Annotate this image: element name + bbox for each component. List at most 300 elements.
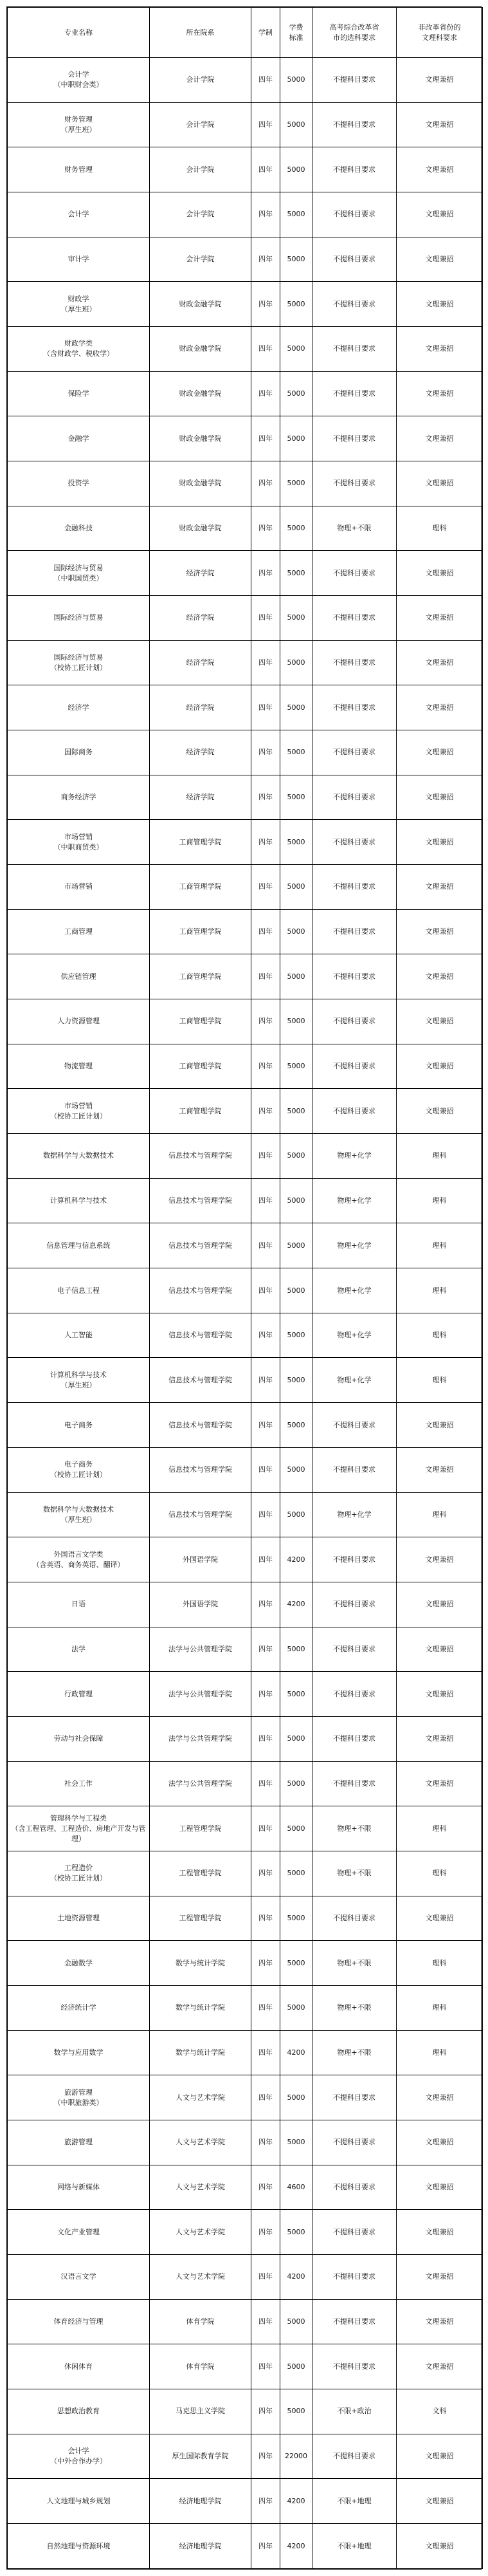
cell-tuition: 5000 [280,1044,312,1089]
table-row [8,2210,483,2255]
cell-nonreform-requirement: 理科 [397,1268,483,1313]
cell-department: 人文与艺术学院 [150,2075,251,2120]
cell-tuition: 4200 [280,1582,312,1627]
cell-nonreform-requirement: 文理兼招 [397,2434,483,2479]
cell-reform-requirement: 物理+化学 [312,1223,397,1268]
cell-department: 人文与艺术学院 [150,2254,251,2299]
cell-nonreform-requirement: 文理兼招 [397,58,483,103]
cell-major-name: 工商管理 [8,909,150,954]
cell-department: 财政金融学院 [150,506,251,551]
cell-major-name: 数学与应用数学 [8,2030,150,2075]
cell-department: 人文与艺术学院 [150,2210,251,2255]
cell-major-name: 人力资源管理 [8,999,150,1044]
cell-reform-requirement: 不提科目要求 [312,1582,397,1627]
cell-tuition: 5000 [280,954,312,999]
table-row [8,2389,483,2434]
cell-reform-requirement: 物理+不限 [312,1806,397,1851]
cell-department: 信息技术与管理学院 [150,1403,251,1448]
cell-major-name: 国际商务 [8,730,150,775]
cell-duration: 四年 [251,909,280,954]
table-row [8,1403,483,1448]
table-row [8,1716,483,1761]
cell-tuition: 5000 [280,2344,312,2389]
cell-reform-requirement: 物理+化学 [312,1492,397,1537]
cell-major-name: 国际经济与贸易 [8,596,150,641]
table-row [8,1492,483,1537]
cell-tuition: 5000 [280,1985,312,2030]
cell-major-name: 会计学 [8,192,150,237]
cell-duration: 四年 [251,2434,280,2479]
cell-major-name: 会计学 （中外合作办学） [8,2434,150,2479]
cell-department: 经济学院 [150,551,251,596]
cell-department: 数学与统计学院 [150,2030,251,2075]
cell-duration: 四年 [251,2254,280,2299]
cell-major-name: 汉语言文学 [8,2254,150,2299]
cell-duration: 四年 [251,2165,280,2210]
table-row [8,2344,483,2389]
cell-major-name: 自然地理与资源环境 [8,2523,150,2568]
cell-reform-requirement: 不提科目要求 [312,2165,397,2210]
cell-major-name: 旅游管理 （中职旅游类） [8,2075,150,2120]
cell-duration: 四年 [251,954,280,999]
cell-reform-requirement: 不提科目要求 [312,327,397,372]
cell-nonreform-requirement: 理科 [397,1134,483,1179]
cell-nonreform-requirement: 文理兼招 [397,865,483,910]
header-major: 专业名称 [8,8,150,58]
cell-nonreform-requirement: 文理兼招 [397,1447,483,1492]
cell-major-name: 人文地理与城乡规划 [8,2479,150,2524]
cell-department: 人文与艺术学院 [150,2165,251,2210]
cell-nonreform-requirement: 文理兼招 [397,237,483,282]
cell-major-name: 金融科技 [8,506,150,551]
cell-nonreform-requirement: 文理兼招 [397,551,483,596]
table-row [8,999,483,1044]
cell-major-name: 体育经济与管理 [8,2299,150,2344]
cell-duration: 四年 [251,1268,280,1313]
cell-duration: 四年 [251,147,280,192]
cell-reform-requirement: 不限+政治 [312,2389,397,2434]
table-row [8,820,483,865]
table-row [8,1044,483,1089]
cell-nonreform-requirement: 文理兼招 [397,2165,483,2210]
table-row [8,730,483,775]
cell-department: 马克思主义学院 [150,2389,251,2434]
cell-department: 外国语学院 [150,1582,251,1627]
table-row [8,1313,483,1358]
cell-reform-requirement: 物理+不限 [312,1851,397,1896]
cell-tuition: 5000 [280,237,312,282]
table-row [8,596,483,641]
cell-nonreform-requirement: 理科 [397,1806,483,1851]
cell-department: 会计学院 [150,102,251,147]
cell-nonreform-requirement: 文理兼招 [397,596,483,641]
cell-department: 财政金融学院 [150,416,251,461]
cell-major-name: 电子商务 [8,1403,150,1448]
cell-major-name: 财政学类 （含财政学、税收学） [8,327,150,372]
cell-nonreform-requirement: 理科 [397,2030,483,2075]
cell-major-name: 物流管理 [8,1044,150,1089]
cell-nonreform-requirement: 文科 [397,2389,483,2434]
cell-tuition: 5000 [280,999,312,1044]
cell-reform-requirement: 不提科目要求 [312,865,397,910]
cell-duration: 四年 [251,327,280,372]
cell-department: 外国语学院 [150,1537,251,1582]
table-row [8,1268,483,1313]
cell-duration: 四年 [251,192,280,237]
table-row [8,685,483,730]
table-row [8,909,483,954]
cell-department: 工商管理学院 [150,1089,251,1134]
cell-reform-requirement: 不提科目要求 [312,1537,397,1582]
cell-duration: 四年 [251,640,280,685]
table-row [8,282,483,327]
cell-department: 工商管理学院 [150,820,251,865]
cell-tuition: 5000 [280,1627,312,1672]
cell-department: 工商管理学院 [150,1044,251,1089]
cell-reform-requirement: 不提科目要求 [312,999,397,1044]
cell-duration: 四年 [251,1134,280,1179]
cell-duration: 四年 [251,416,280,461]
cell-nonreform-requirement: 文理兼招 [397,461,483,506]
cell-reform-requirement: 不提科目要求 [312,909,397,954]
cell-tuition: 4200 [280,2030,312,2075]
cell-major-name: 计算机科学与技术 （厚生班） [8,1358,150,1403]
cell-nonreform-requirement: 文理兼招 [397,2344,483,2389]
cell-major-name: 工程造价 （校协工匠计划） [8,1851,150,1896]
cell-department: 工程管理学院 [150,1896,251,1941]
cell-department: 会计学院 [150,192,251,237]
cell-duration: 四年 [251,237,280,282]
cell-duration: 四年 [251,1627,280,1672]
cell-reform-requirement: 物理+化学 [312,1178,397,1223]
cell-major-name: 经济统计学 [8,1985,150,2030]
table-row [8,2075,483,2120]
table-row [8,551,483,596]
cell-major-name: 外国语言文学类 （含英语、商务英语、翻译） [8,1537,150,1582]
cell-department: 工商管理学院 [150,865,251,910]
cell-tuition: 5000 [280,1268,312,1313]
cell-duration: 四年 [251,1672,280,1717]
cell-department: 会计学院 [150,237,251,282]
cell-department: 法学与公共管理学院 [150,1761,251,1806]
cell-reform-requirement: 物理+化学 [312,1134,397,1179]
cell-reform-requirement: 物理+不限 [312,506,397,551]
cell-department: 信息技术与管理学院 [150,1178,251,1223]
cell-duration: 四年 [251,371,280,416]
cell-reform-requirement: 不提科目要求 [312,2344,397,2389]
cell-duration: 四年 [251,1358,280,1403]
cell-tuition: 5000 [280,730,312,775]
cell-tuition: 4200 [280,2479,312,2524]
cell-tuition: 5000 [280,596,312,641]
cell-reform-requirement: 不提科目要求 [312,775,397,820]
cell-duration: 四年 [251,1761,280,1806]
cell-duration: 四年 [251,1044,280,1089]
cell-duration: 四年 [251,1223,280,1268]
table-row [8,775,483,820]
cell-tuition: 4200 [280,2523,312,2568]
cell-major-name: 劳动与社会保障 [8,1716,150,1761]
cell-department: 工商管理学院 [150,909,251,954]
cell-reform-requirement: 不提科目要求 [312,954,397,999]
cell-major-name: 财务管理 （厚生班） [8,102,150,147]
table-row [8,327,483,372]
cell-duration: 四年 [251,551,280,596]
cell-reform-requirement: 物理+不限 [312,1941,397,1986]
table-row [8,2254,483,2299]
table-row [8,192,483,237]
cell-major-name: 管理科学与工程类 （含工程管理、工程造价、房地产开发与管理） [8,1806,150,1851]
cell-duration: 四年 [251,1089,280,1134]
cell-reform-requirement: 不提科目要求 [312,2254,397,2299]
cell-nonreform-requirement: 文理兼招 [397,1672,483,1717]
table-row [8,461,483,506]
table-body [8,58,483,2569]
cell-major-name: 审计学 [8,237,150,282]
cell-tuition: 4200 [280,1537,312,1582]
cell-duration: 四年 [251,1313,280,1358]
cell-duration: 四年 [251,1806,280,1851]
cell-nonreform-requirement: 文理兼招 [397,1089,483,1134]
cell-duration: 四年 [251,1851,280,1896]
cell-tuition: 5000 [280,1806,312,1851]
table-row [8,2120,483,2165]
cell-department: 体育学院 [150,2344,251,2389]
header-nonreform-requirement: 非改革省份的 文理科要求 [397,8,483,58]
cell-major-name: 行政管理 [8,1672,150,1717]
cell-major-name: 供应链管理 [8,954,150,999]
cell-reform-requirement: 不提科目要求 [312,2299,397,2344]
cell-department: 法学与公共管理学院 [150,1627,251,1672]
cell-nonreform-requirement: 文理兼招 [397,192,483,237]
cell-reform-requirement: 不提科目要求 [312,2120,397,2165]
cell-tuition: 5000 [280,1672,312,1717]
cell-tuition: 5000 [280,1896,312,1941]
cell-major-name: 商务经济学 [8,775,150,820]
cell-nonreform-requirement: 文理兼招 [397,102,483,147]
cell-major-name: 数据科学与大数据技术 [8,1134,150,1179]
cell-duration: 四年 [251,1582,280,1627]
cell-tuition: 5000 [280,775,312,820]
cell-major-name: 财政学 （厚生班） [8,282,150,327]
table-row [8,954,483,999]
cell-tuition: 5000 [280,327,312,372]
table-row [8,371,483,416]
cell-duration: 四年 [251,2210,280,2255]
table-row [8,1806,483,1851]
cell-reform-requirement: 不提科目要求 [312,2075,397,2120]
cell-nonreform-requirement: 文理兼招 [397,730,483,775]
cell-nonreform-requirement: 文理兼招 [397,371,483,416]
cell-reform-requirement: 不提科目要求 [312,282,397,327]
cell-major-name: 旅游管理 [8,2120,150,2165]
header-duration: 学制 [251,8,280,58]
cell-reform-requirement: 不提科目要求 [312,1044,397,1089]
cell-tuition: 5000 [280,1447,312,1492]
cell-major-name: 土地资源管理 [8,1896,150,1941]
cell-nonreform-requirement: 理科 [397,1223,483,1268]
table-row [8,865,483,910]
cell-tuition: 5000 [280,461,312,506]
header-department: 所在院系 [150,8,251,58]
cell-duration: 四年 [251,1403,280,1448]
cell-tuition: 5000 [280,685,312,730]
cell-nonreform-requirement: 理科 [397,1358,483,1403]
cell-nonreform-requirement: 文理兼招 [397,1403,483,1448]
cell-major-name: 思想政治教育 [8,2389,150,2434]
header-row [8,8,483,58]
cell-nonreform-requirement: 文理兼招 [397,1537,483,1582]
cell-duration: 四年 [251,1492,280,1537]
cell-reform-requirement: 不提科目要求 [312,102,397,147]
cell-duration: 四年 [251,1447,280,1492]
cell-department: 信息技术与管理学院 [150,1313,251,1358]
cell-tuition: 5000 [280,2299,312,2344]
cell-duration: 四年 [251,1985,280,2030]
cell-tuition: 5000 [280,1178,312,1223]
cell-nonreform-requirement: 文理兼招 [397,282,483,327]
table-row [8,1582,483,1627]
cell-tuition: 5000 [280,551,312,596]
cell-tuition: 5000 [280,371,312,416]
cell-reform-requirement: 物理+不限 [312,1985,397,2030]
cell-duration: 四年 [251,282,280,327]
cell-reform-requirement: 不提科目要求 [312,416,397,461]
cell-duration: 四年 [251,1178,280,1223]
table-row [8,2299,483,2344]
table-row [8,1941,483,1986]
cell-major-name: 电子信息工程 [8,1268,150,1313]
cell-department: 信息技术与管理学院 [150,1447,251,1492]
table-row [8,1447,483,1492]
cell-duration: 四年 [251,2479,280,2524]
table-row [8,2434,483,2479]
cell-major-name: 人工智能 [8,1313,150,1358]
cell-nonreform-requirement: 文理兼招 [397,2299,483,2344]
cell-tuition: 5000 [280,192,312,237]
cell-nonreform-requirement: 文理兼招 [397,1044,483,1089]
table-row [8,1672,483,1717]
cell-department: 财政金融学院 [150,327,251,372]
cell-duration: 四年 [251,1896,280,1941]
cell-tuition: 5000 [280,102,312,147]
cell-department: 经济学院 [150,730,251,775]
cell-nonreform-requirement: 文理兼招 [397,416,483,461]
table-row [8,2523,483,2568]
cell-reform-requirement: 不提科目要求 [312,237,397,282]
cell-nonreform-requirement: 文理兼招 [397,1761,483,1806]
cell-duration: 四年 [251,2389,280,2434]
cell-nonreform-requirement: 文理兼招 [397,2120,483,2165]
cell-reform-requirement: 不限+地理 [312,2523,397,2568]
cell-tuition: 5000 [280,1761,312,1806]
cell-reform-requirement: 不提科目要求 [312,461,397,506]
cell-nonreform-requirement: 文理兼招 [397,1896,483,1941]
cell-tuition: 5000 [280,2075,312,2120]
cell-tuition: 22000 [280,2434,312,2479]
cell-duration: 四年 [251,2120,280,2165]
cell-nonreform-requirement: 理科 [397,1178,483,1223]
cell-duration: 四年 [251,2299,280,2344]
cell-reform-requirement: 不提科目要求 [312,1447,397,1492]
cell-nonreform-requirement: 文理兼招 [397,2075,483,2120]
cell-nonreform-requirement: 文理兼招 [397,685,483,730]
cell-duration: 四年 [251,58,280,103]
cell-duration: 四年 [251,506,280,551]
cell-major-name: 网络与新媒体 [8,2165,150,2210]
table-row [8,1178,483,1223]
cell-duration: 四年 [251,2075,280,2120]
cell-reform-requirement: 物理+不限 [312,2030,397,2075]
cell-reform-requirement: 不提科目要求 [312,1403,397,1448]
cell-department: 财政金融学院 [150,371,251,416]
cell-tuition: 5000 [280,282,312,327]
cell-major-name: 金融学 [8,416,150,461]
cell-reform-requirement: 不限+地理 [312,2479,397,2524]
cell-department: 工程管理学院 [150,1851,251,1896]
cell-tuition: 5000 [280,1403,312,1448]
cell-department: 经济地理学院 [150,2479,251,2524]
table-row [8,2030,483,2075]
table-row [8,1089,483,1134]
cell-major-name: 法学 [8,1627,150,1672]
cell-tuition: 5000 [280,865,312,910]
cell-tuition: 5000 [280,1313,312,1358]
cell-major-name: 电子商务 （校协工匠计划） [8,1447,150,1492]
cell-reform-requirement: 不提科目要求 [312,820,397,865]
cell-major-name: 市场营销 [8,865,150,910]
cell-department: 经济学院 [150,640,251,685]
cell-department: 财政金融学院 [150,461,251,506]
cell-department: 信息技术与管理学院 [150,1268,251,1313]
cell-nonreform-requirement: 文理兼招 [397,640,483,685]
cell-nonreform-requirement: 文理兼招 [397,909,483,954]
cell-reform-requirement: 不提科目要求 [312,685,397,730]
table-row [8,102,483,147]
cell-reform-requirement: 不提科目要求 [312,147,397,192]
cell-reform-requirement: 不提科目要求 [312,1716,397,1761]
cell-department: 数学与统计学院 [150,1985,251,2030]
cell-reform-requirement: 不提科目要求 [312,596,397,641]
cell-tuition: 5000 [280,1134,312,1179]
cell-duration: 四年 [251,102,280,147]
cell-tuition: 5000 [280,2210,312,2255]
cell-tuition: 5000 [280,1851,312,1896]
cell-tuition: 5000 [280,58,312,103]
cell-department: 经济学院 [150,685,251,730]
table-row [8,58,483,103]
table-row [8,1134,483,1179]
cell-nonreform-requirement: 文理兼招 [397,327,483,372]
table-row [8,640,483,685]
cell-tuition: 5000 [280,820,312,865]
admissions-table-sheet [6,6,482,2570]
cell-tuition: 5000 [280,1716,312,1761]
cell-tuition: 5000 [280,1941,312,1986]
cell-nonreform-requirement: 文理兼招 [397,820,483,865]
table-row [8,1985,483,2030]
cell-nonreform-requirement: 文理兼招 [397,1716,483,1761]
cell-nonreform-requirement: 文理兼招 [397,2479,483,2524]
cell-duration: 四年 [251,1716,280,1761]
cell-reform-requirement: 不提科目要求 [312,640,397,685]
cell-nonreform-requirement: 文理兼招 [397,999,483,1044]
cell-duration: 四年 [251,775,280,820]
table-row [8,506,483,551]
cell-major-name: 国际经济与贸易 （校协工匠计划） [8,640,150,685]
cell-tuition: 5000 [280,2120,312,2165]
cell-department: 经济学院 [150,596,251,641]
